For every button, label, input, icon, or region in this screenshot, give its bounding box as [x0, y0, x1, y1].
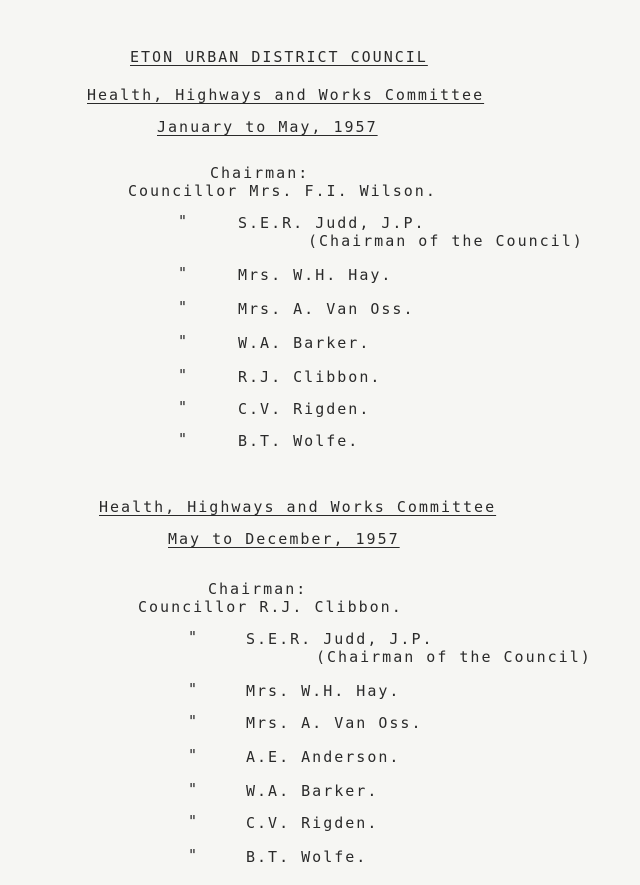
- member-name: Mrs. A. Van Oss.: [238, 300, 415, 318]
- ditto-mark: ": [178, 430, 190, 448]
- committee-period: May to December, 1957: [168, 530, 400, 548]
- member-name: S.E.R. Judd, J.P.: [246, 630, 434, 648]
- ditto-mark: ": [188, 712, 200, 730]
- member-name: B.T. Wolfe.: [238, 432, 360, 450]
- chairman-name: Councillor Mrs. F.I. Wilson.: [128, 182, 437, 200]
- member-name: C.V. Rigden.: [246, 814, 379, 832]
- member-name: Mrs. A. Van Oss.: [246, 714, 423, 732]
- ditto-mark: ": [178, 332, 190, 350]
- member-name: Mrs. W.H. Hay.: [246, 682, 401, 700]
- member-note: (Chairman of the Council): [308, 232, 584, 250]
- ditto-mark: ": [178, 366, 190, 384]
- member-name: W.A. Barker.: [238, 334, 371, 352]
- member-name: R.J. Clibbon.: [238, 368, 382, 386]
- committee-period: January to May, 1957: [157, 118, 378, 136]
- ditto-mark: ": [188, 628, 200, 646]
- ditto-mark: ": [188, 680, 200, 698]
- member-name: A.E. Anderson.: [246, 748, 401, 766]
- ditto-mark: ": [178, 264, 190, 282]
- ditto-mark: ": [178, 212, 190, 230]
- member-name: B.T. Wolfe.: [246, 848, 368, 866]
- member-name: S.E.R. Judd, J.P.: [238, 214, 426, 232]
- ditto-mark: ": [188, 846, 200, 864]
- member-name: W.A. Barker.: [246, 782, 379, 800]
- chairman-name: Councillor R.J. Clibbon.: [138, 598, 403, 616]
- ditto-mark: ": [188, 780, 200, 798]
- chairman-label: Chairman:: [210, 164, 310, 182]
- member-name: Mrs. W.H. Hay.: [238, 266, 393, 284]
- ditto-mark: ": [188, 812, 200, 830]
- ditto-mark: ": [188, 746, 200, 764]
- committee-heading: Health, Highways and Works Committee: [99, 498, 497, 516]
- council-title: ETON URBAN DISTRICT COUNCIL: [130, 48, 428, 66]
- member-name: C.V. Rigden.: [238, 400, 371, 418]
- ditto-mark: ": [178, 398, 190, 416]
- committee-heading: Health, Highways and Works Committee: [87, 86, 485, 104]
- ditto-mark: ": [178, 298, 190, 316]
- chairman-label: Chairman:: [208, 580, 308, 598]
- member-note: (Chairman of the Council): [316, 648, 592, 666]
